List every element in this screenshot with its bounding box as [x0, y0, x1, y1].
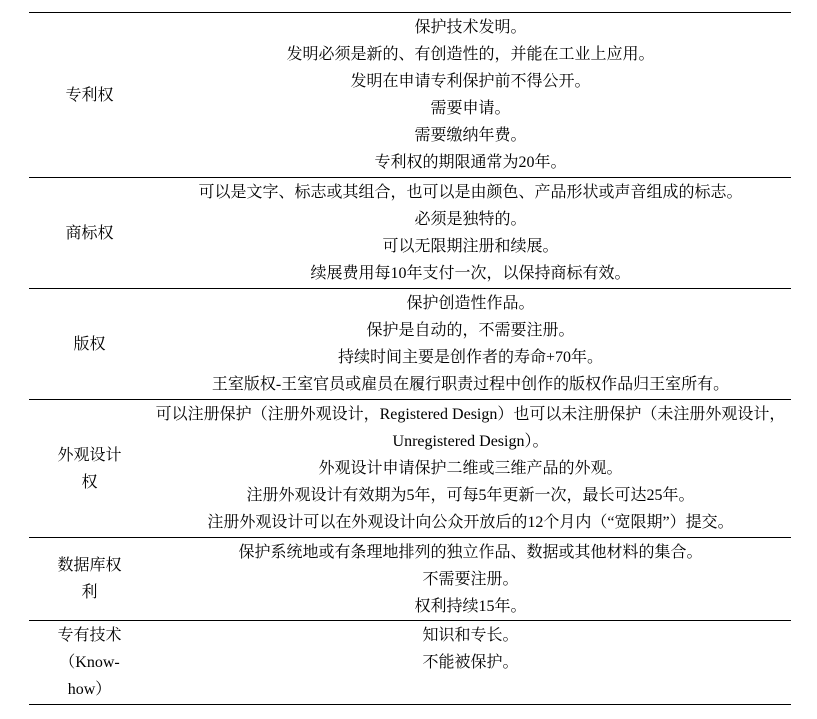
table-row-patent [29, 13, 791, 177]
table-row-trademark [29, 177, 791, 288]
row-description-patent [150, 13, 791, 177]
description-line: 持续时间主要是创作者的寿命+70年。 [337, 349, 604, 366]
description-line: 发明必须是新的、有创造性的，并能在工业上应用。 [286, 46, 655, 63]
description-line: 可以注册保护（注册外观设计，Registered Design）也可以未注册保护（未注册外观设计，Unregistered Design）。 [155, 406, 786, 450]
description-line: 需要缴纳年费。 [414, 127, 527, 144]
table-row-design-right [29, 399, 791, 537]
row-description-database-right [150, 538, 791, 620]
row-description-trademark [150, 178, 791, 288]
description-line: 王室版权-王室官员或雇员在履行职责过程中创作的版权作品归王室所有。 [211, 376, 730, 393]
table-row-database-right [29, 537, 791, 620]
row-label-trademark: 商标权 [65, 224, 114, 242]
description-line: 不能被保护。 [422, 654, 519, 671]
description-line: 需要申请。 [430, 100, 511, 117]
description-line: 可以无限期注册和续展。 [382, 238, 559, 255]
description-line: 不需要注册。 [422, 571, 519, 588]
description-line: 续展费用每10年支付一次，以保持商标有效。 [310, 265, 631, 282]
description-line: 注册外观设计可以在外观设计向公众开放后的12个月内（“宽限期”）提交。 [207, 514, 734, 531]
description-line: 可以是文字、标志或其组合，也可以是由颜色、产品形状或声音组成的标志。 [198, 184, 743, 201]
description-line: 权利持续15年。 [414, 598, 527, 615]
row-label-copyright: 版权 [73, 335, 106, 353]
row-label-patent: 专利权 [65, 86, 114, 104]
description-line: 保护技术发明。 [414, 19, 527, 36]
description-line: 注册外观设计有效期为5年，可每5年更新一次，最长可达25年。 [246, 487, 695, 504]
description-line: 外观设计申请保护二维或三维产品的外观。 [318, 460, 623, 477]
row-label-know-how: 专有技术（Know-how） [57, 627, 122, 698]
description-line: 保护是自动的，不需要注册。 [366, 322, 575, 339]
description-line: 保护系统地或有条理地排列的独立作品、数据或其他材料的集合。 [238, 544, 703, 561]
description-line: 保护创造性作品。 [406, 295, 535, 312]
row-description-know-how [150, 621, 791, 704]
row-description-copyright [150, 289, 791, 399]
description-line: 专利权的期限通常为20年。 [374, 154, 567, 171]
description-line: 知识和专长。 [422, 627, 519, 644]
row-label-design-right: 外观设计权 [57, 446, 122, 491]
table-row-know-how [29, 620, 791, 704]
row-description-design-right [150, 400, 791, 537]
description-line: 发明在申请专利保护前不得公开。 [350, 73, 591, 90]
table-row-copyright [29, 288, 791, 399]
description-line: 必须是独特的。 [414, 211, 527, 228]
row-label-database-right: 数据库权利 [57, 557, 122, 601]
ip-rights-table [29, 12, 791, 705]
